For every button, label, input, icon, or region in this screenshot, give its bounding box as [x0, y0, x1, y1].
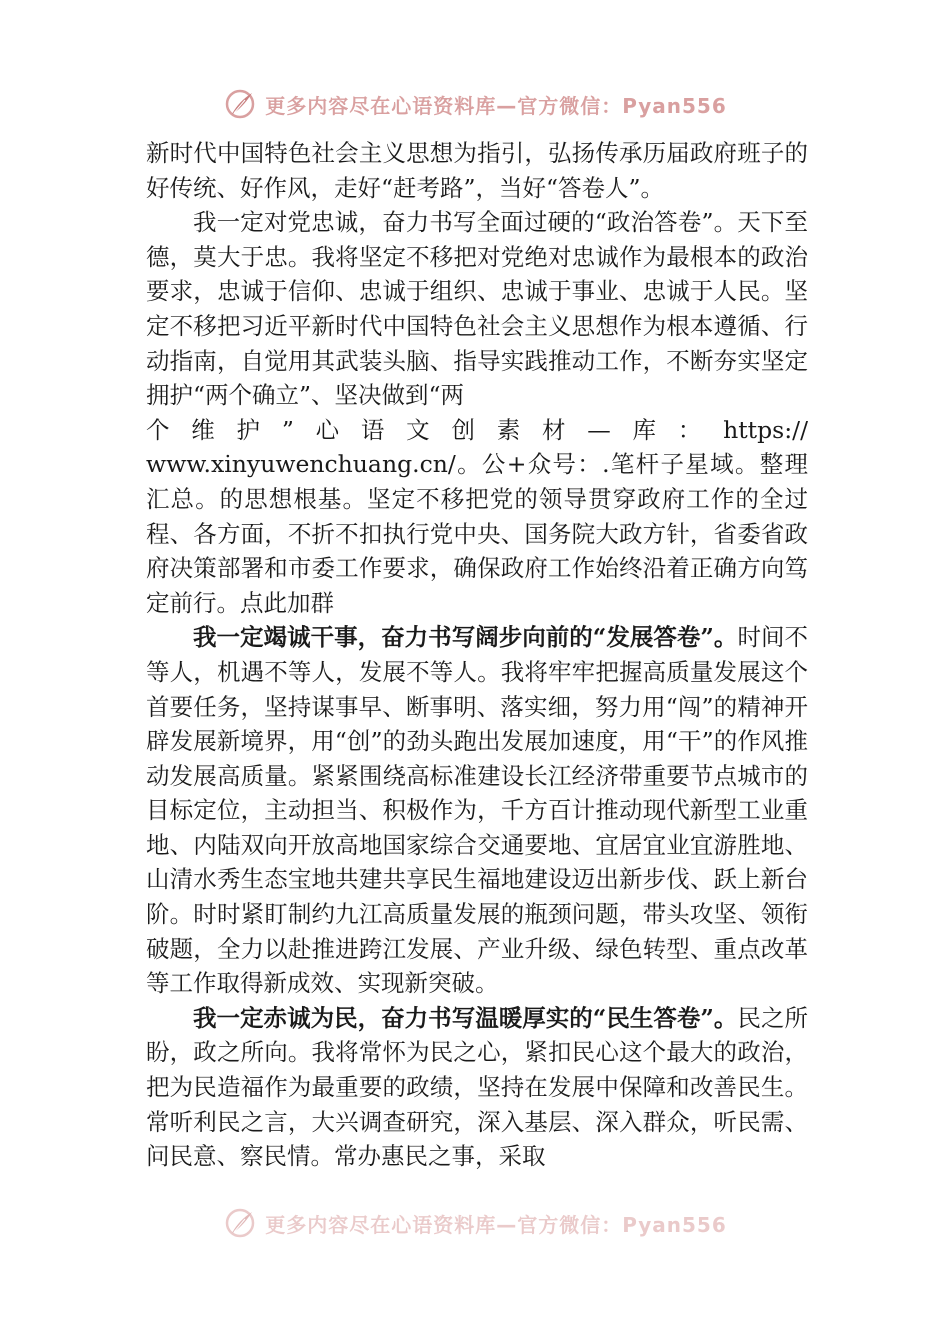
feather-quill-logo	[223, 87, 257, 121]
section-heading-development: 我一定竭诚干事，奋力书写阔步向前的“发展答卷”。	[193, 623, 738, 652]
footer-watermark	[0, 1203, 950, 1243]
document-body	[146, 136, 808, 1174]
header-watermark	[0, 84, 950, 124]
watermark-text: 更多内容尽在心语资料库—官方微信：Pyan556	[265, 93, 727, 118]
feather-quill-logo	[223, 1206, 257, 1240]
section-heading-livelihood: 我一定赤诚为民，奋力书写温暖厚实的“民生答卷”。	[193, 1003, 738, 1032]
paragraph-political-answer: 我一定对党忠诚，奋力书写全面过硬的“政治答卷”。天下至德，莫大于忠。我将坚定不移把对党绝对忠诚作为最根本的政治要求，忠诚于信仰、忠诚于组织、忠诚于事业、忠诚于人民。坚定不移把习近平新时代中国特色社会主义思想作为根本遵循、行动指南，自觉用其武装头脑、指导实践推动工作，不断夯实坚定拥护“两个确立”、坚决做到“两	[146, 208, 808, 410]
paragraph-development-answer	[146, 620, 808, 1001]
paragraph-continuation: 新时代中国特色社会主义思想为指引，弘扬传承历届政府班子的好传统、好作风，走好“赶考路”，当好“答卷人”。	[146, 139, 808, 202]
livelihood-body: 民之所盼，政之所向。我将常怀为民之心，紧扣民心这个最大的政治，把为民造福作为最重要的政绩，坚持在发展中保障和改善民生。常听利民之言，大兴调查研究，深入基层、深入群众，听民需、问民意、察民情。常办惠民之事，采取	[146, 1003, 808, 1171]
watermark-text: 更多内容尽在心语资料库—官方微信：Pyan556	[265, 1212, 727, 1237]
paragraph-political-answer-rest: www.xinyuwenchuang.cn/。公+众号：.笔杆子星域。整理汇总。的思想根基。坚定不移把党的领导贯穿政府工作的全过程、各方面，不折不扣执行党中央、国务院大政方针，省委省政府决策部署和市委工作要求，确保政府工作始终沿着正确方向笃定前行。点此加群	[146, 450, 808, 617]
development-body: 时间不等人，机遇不等人，发展不等人。我将牢牢把握高质量发展这个首要任务，坚持谋事早、断事明、落实细，努力用“闯”的精神开辟发展新境界，用“创”的劲头跑出发展加速度，用“干”的作风推动发展高质量。紧紧围绕高标准建设长江经济带重要节点城市的目标定位，主动担当、积极作为，千方百计推动现代新型工业重地、内陆双向开放高地国家综合交通要地、宜居宜业宜游胜地、山清水秀生态宝地共建共享民生福地建设迈出新步伐、跃上新台阶。时时紧盯制约九江高质量发展的瓶颈问题，带头攻坚、领衔破题，全力以赴推进跨江发展、产业升级、绿色转型、重点改革等工作取得新成效、实现新突破。	[146, 623, 808, 998]
paragraph-livelihood-answer	[146, 1001, 808, 1174]
paragraph-spread-line: 个维护”心语文创素材—库：https://	[146, 415, 808, 444]
